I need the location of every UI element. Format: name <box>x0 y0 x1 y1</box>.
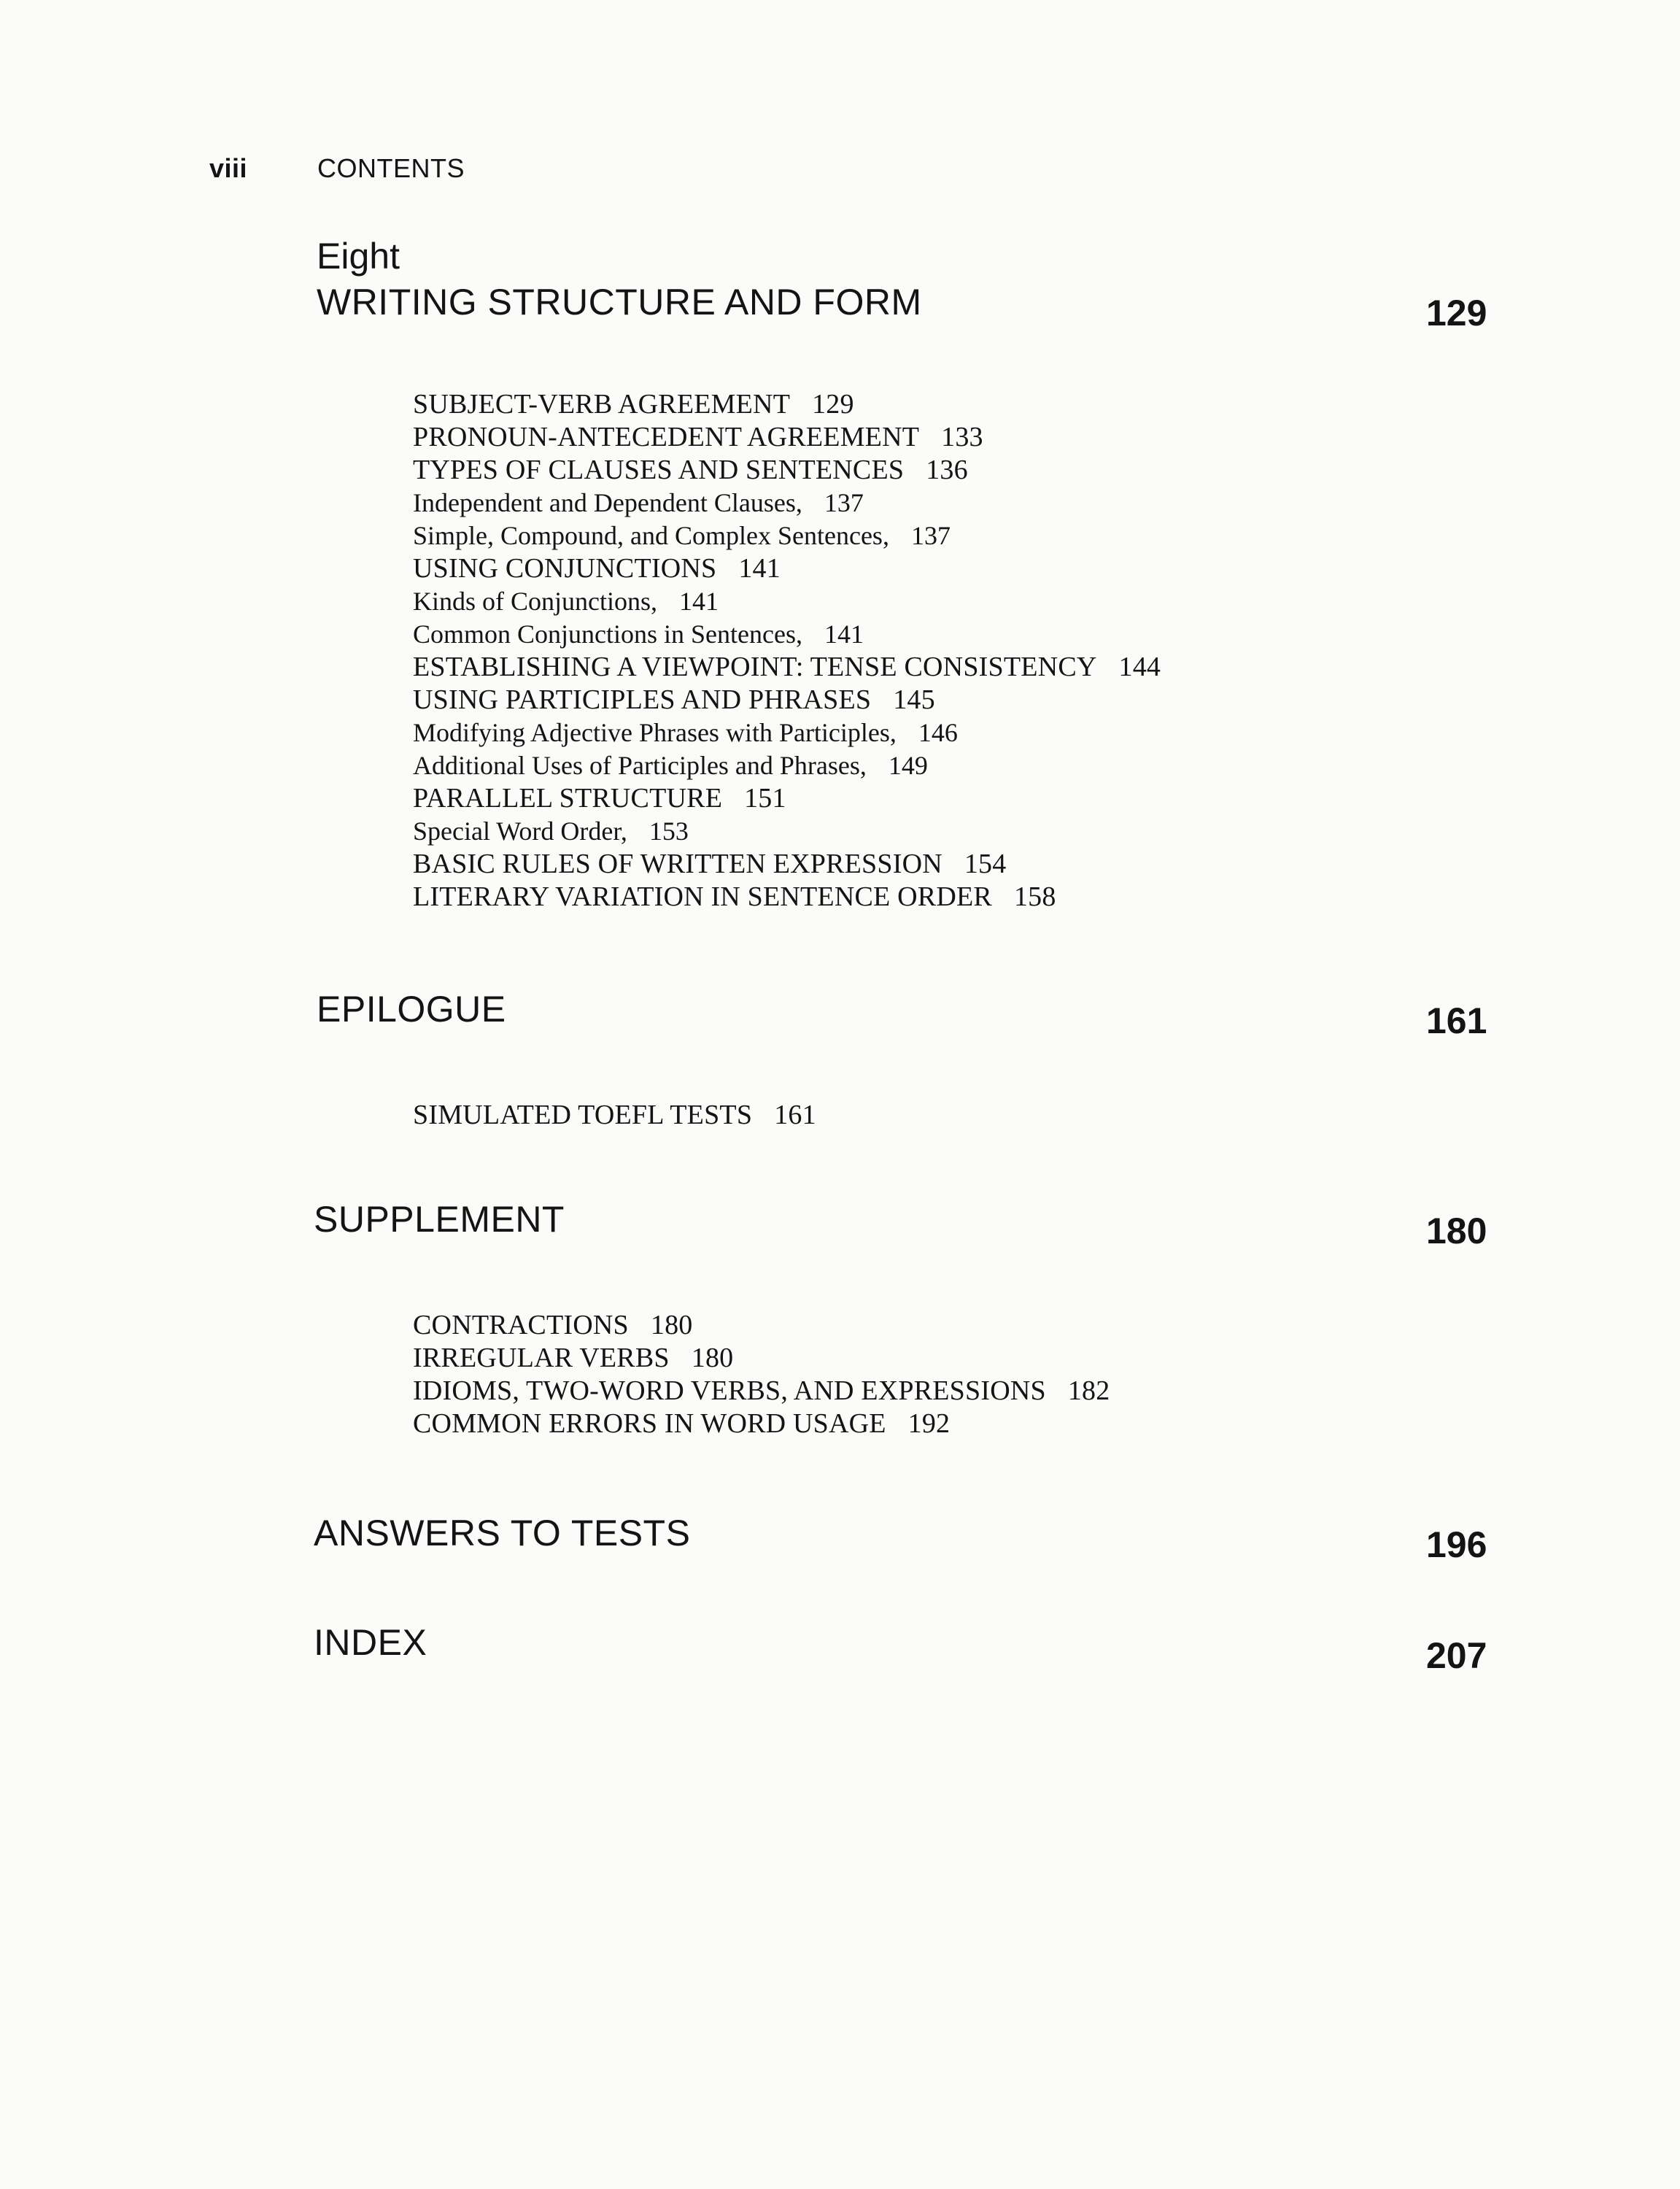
toc-entry: ESTABLISHING A VIEWPOINT: TENSE CONSISTENCY 144 <box>413 652 1161 682</box>
section-title: EPILOGUE <box>317 989 506 1030</box>
chapter-title: WRITING STRUCTURE AND FORM <box>317 282 922 323</box>
toc-subentry: Special Word Order, 153 <box>413 816 689 846</box>
toc-entry: SIMULATED TOEFL TESTS 161 <box>413 1100 816 1130</box>
toc-entry: TYPES OF CLAUSES AND SENTENCES 136 <box>413 455 968 485</box>
section-title: INDEX <box>314 1622 427 1663</box>
section-title: SUPPLEMENT <box>314 1199 565 1240</box>
toc-subentry: Independent and Dependent Clauses, 137 <box>413 488 864 517</box>
toc-entry: BASIC RULES OF WRITTEN EXPRESSION 154 <box>413 849 1007 879</box>
chapter-page: 129 <box>1426 293 1487 333</box>
section-entries <box>413 1099 816 1132</box>
toc-entry: USING CONJUNCTIONS 141 <box>413 553 781 584</box>
section-page: 207 <box>1426 1635 1487 1676</box>
running-title: CONTENTS <box>317 153 465 183</box>
toc-entry: IDIOMS, TWO-WORD VERBS, AND EXPRESSIONS 182 <box>413 1375 1110 1406</box>
toc-entry: SUBJECT-VERB AGREEMENT 129 <box>413 389 854 420</box>
toc-entry: COMMON ERRORS IN WORD USAGE 192 <box>413 1408 951 1439</box>
running-head <box>209 153 465 184</box>
page-number: viii <box>209 153 248 183</box>
toc-subentry: Modifying Adjective Phrases with Participles, 146 <box>413 718 958 747</box>
chapter-entries <box>413 388 1161 914</box>
toc-subentry: Common Conjunctions in Sentences, 141 <box>413 619 864 649</box>
section-page: 196 <box>1426 1524 1487 1565</box>
chapter-label: Eight <box>317 236 400 277</box>
section-entries <box>413 1309 1110 1440</box>
toc-subentry: Additional Uses of Participles and Phrases, 149 <box>413 751 928 780</box>
toc-subentry: Simple, Compound, and Complex Sentences, 137 <box>413 521 951 550</box>
toc-entry: PRONOUN-ANTECEDENT AGREEMENT 133 <box>413 422 983 452</box>
toc-entry: LITERARY VARIATION IN SENTENCE ORDER 158 <box>413 881 1056 912</box>
section-page: 161 <box>1426 1000 1487 1041</box>
toc-entry: CONTRACTIONS 180 <box>413 1310 693 1340</box>
toc-entry: USING PARTICIPLES AND PHRASES 145 <box>413 684 935 715</box>
toc-entry: PARALLEL STRUCTURE 151 <box>413 783 786 814</box>
toc-subentry: Kinds of Conjunctions, 141 <box>413 587 719 616</box>
section-page: 180 <box>1426 1211 1487 1251</box>
toc-entry: IRREGULAR VERBS 180 <box>413 1343 734 1373</box>
section-title: ANSWERS TO TESTS <box>314 1513 691 1553</box>
